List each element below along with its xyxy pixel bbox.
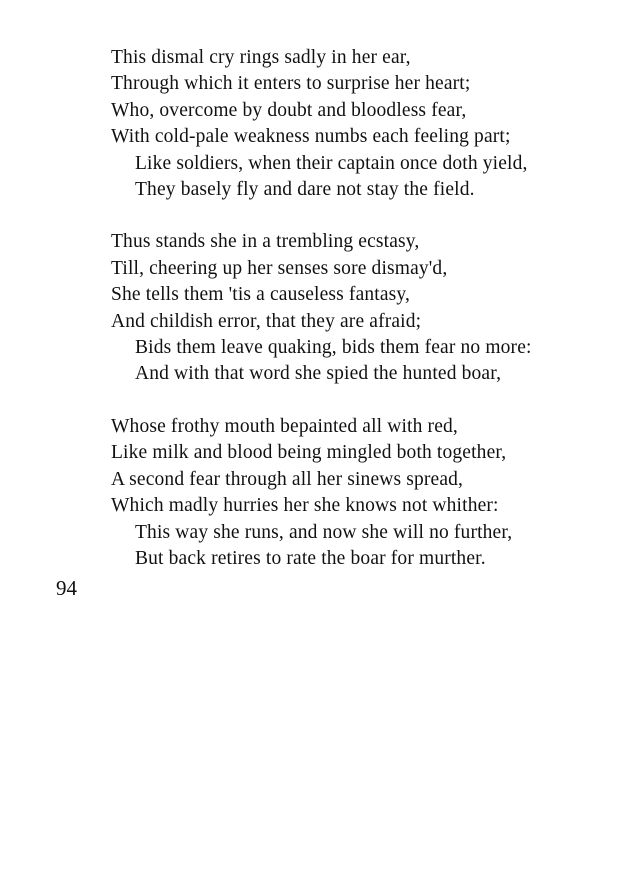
verse-line: Whose frothy mouth bepainted all with red, (111, 415, 458, 437)
verse-line: With cold-pale weakness numbs each feeling part; (111, 126, 511, 148)
verse-line: Like milk and blood being mingled both together, (111, 442, 507, 464)
verse-line: Through which it enters to surprise her heart; (111, 73, 471, 95)
verse-line: And childish error, that they are afraid; (111, 310, 422, 332)
couplet-line: Bids them leave quaking, bids them fear no more: (135, 337, 532, 359)
couplet-line: Like soldiers, when their captain once doth yield, (135, 152, 528, 174)
couplet-line: But back retires to rate the boar for murther. (135, 547, 486, 569)
verse-line: A second fear through all her sinews spread, (111, 468, 464, 490)
couplet-line: This way she runs, and now she will no further, (135, 521, 513, 543)
verse-line: Thus stands she in a trembling ecstasy, (111, 231, 420, 253)
verse-line: Till, cheering up her senses sore dismay'd, (111, 257, 448, 279)
stanza-3 (111, 414, 611, 572)
couplet-line: They basely fly and dare not stay the field. (135, 179, 475, 201)
stanza-1 (111, 45, 611, 203)
page-number: 94 (56, 576, 77, 600)
verse-line: She tells them 'tis a causeless fantasy, (111, 284, 411, 306)
verse-line: Which madly hurries her she knows not whither: (111, 495, 499, 517)
couplet-line: And with that word she spied the hunted boar, (135, 363, 502, 385)
poem (111, 45, 611, 572)
verse-line: This dismal cry rings sadly in her ear, (111, 47, 411, 68)
stanza-2 (111, 229, 611, 387)
verse-line: Who, overcome by doubt and bloodless fear, (111, 99, 467, 121)
